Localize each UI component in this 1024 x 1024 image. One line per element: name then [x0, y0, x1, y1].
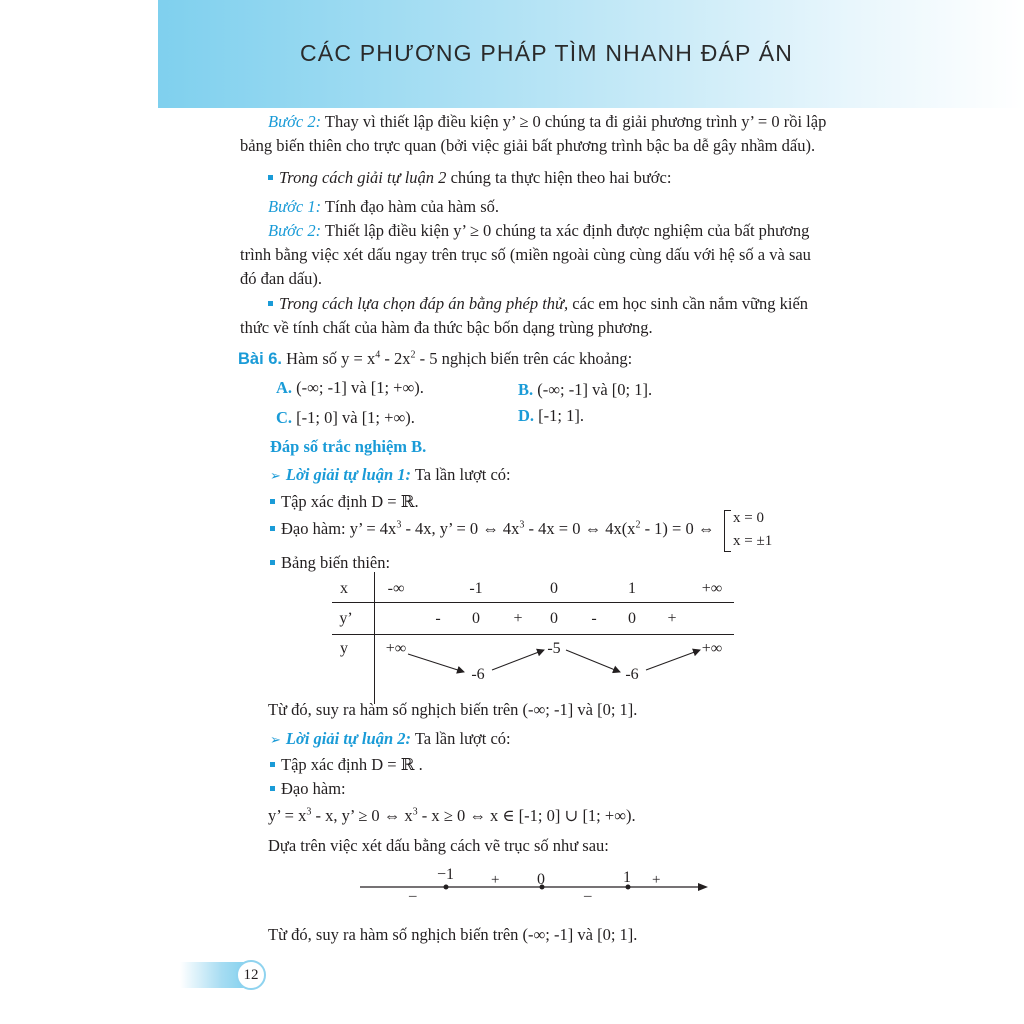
y-value: -6	[471, 666, 485, 683]
y-value: -6	[625, 666, 639, 683]
row-label-x: x	[340, 580, 348, 597]
step-label: Bước 2:	[268, 221, 322, 240]
m2-step2-line2: trình bằng việc xét dấu ngay trên trục số (miền ngoài cùng cùng dấu với hệ số a và sau	[240, 245, 811, 264]
answer: Đáp số trắc nghiệm B.	[270, 437, 427, 456]
m2-step2-line3: đó đan dấu).	[240, 269, 323, 288]
y-value: +∞	[701, 640, 723, 657]
method2-line: Trong cách giải tự luận 2 chúng ta thực hiện theo hai bước:	[268, 166, 671, 190]
sign-plus: +	[652, 872, 661, 888]
m2-step2-line1: Bước 2: Thiết lập điều kiện y’ ≥ 0 chúng ta xác định được nghiệm của bất phương	[268, 221, 810, 240]
x-value: -∞	[387, 580, 405, 597]
choice-d: D. [-1; 1].	[518, 406, 584, 425]
step-label: Bước 1:	[268, 197, 322, 216]
axis-label: 0	[537, 871, 545, 888]
yprime-sign: 0	[472, 610, 480, 627]
solution1-domain: Tập xác định D = ℝ.	[270, 490, 419, 514]
yprime-sign: +	[667, 610, 677, 627]
page-number: 12	[236, 960, 266, 990]
problem-label: Bài 6.	[238, 350, 283, 368]
row-label-yprime: y’	[339, 610, 353, 627]
intro-step2-line2: bảng biến thiên cho trực quan (bởi việc giải bất phương trình bậc ba dễ gây nhầm dấu).	[240, 136, 816, 155]
yprime-sign: +	[513, 610, 523, 627]
axis-label: 1	[623, 869, 631, 886]
x-value: +∞	[701, 580, 723, 597]
intro-step2-line1: Bước 2: Thay vì thiết lập điều kiện y’ ≥ 0 chúng ta đi giải phương trình y’ = 0 rồi lập	[268, 112, 827, 131]
sign-plus: +	[491, 872, 500, 888]
solution1-derivative: Đạo hàm: y’ = $4x^3 - 4x$, y’ = 0 ⇔ $4x^3 - 4x = 0$ ⇔ $4x(x^2 - 1) = 0$ ⇔	[270, 517, 714, 541]
solution2-deriv-label: Đạo hàm:	[270, 777, 346, 801]
m2-step1-line: Bước 1: Tính đạo hàm của hàm số.	[268, 197, 500, 216]
problem-statement: Bài 6. Hàm số $y = x^4 - 2x^2 - 5$ nghịch biến trên các khoảng:	[238, 349, 633, 368]
signline-label: Dựa trên việc xét dấu bằng cách vẽ trục số như sau:	[268, 836, 609, 855]
yprime-sign: -	[591, 610, 597, 627]
solution1-heading: ➢ Lời giải tự luận 1: Ta lần lượt có:	[270, 465, 511, 484]
yprime-sign: 0	[628, 610, 636, 627]
root-1: x = 0	[733, 510, 764, 526]
solution2-inequality: y’ = $x^3$ - x, y’ ≥ 0 ⇔ $x^3 - x \ge 0$ ⇔ x ∈ [-1; 0] ∪ [1; +∞).	[268, 806, 636, 825]
x-value: 0	[550, 580, 558, 597]
sign-minus: –	[409, 888, 417, 904]
x-value: -1	[469, 580, 483, 597]
y-value: +∞	[385, 640, 407, 657]
row-label-y: y	[340, 640, 348, 657]
trial-line1: Trong cách lựa chọn đáp án bằng phép thử, các em học sinh cần nắm vững kiến	[268, 292, 808, 316]
choice-c: C. [-1; 0] và [1; +∞).	[276, 408, 415, 427]
trial-line2: thức về tính chất của hàm đa thức bậc bốn dạng trùng phương.	[240, 318, 653, 337]
sign-minus: –	[584, 888, 592, 904]
yprime-sign: 0	[550, 610, 558, 627]
solution1-conclusion: Từ đó, suy ra hàm số nghịch biến trên (-∞; -1] và [0; 1].	[268, 700, 638, 719]
x-value: 1	[628, 580, 636, 597]
solution2-domain: Tập xác định D = ℝ .	[270, 753, 423, 777]
page-title: CÁC PHƯƠNG PHÁP TÌM NHANH ĐÁP ÁN	[300, 40, 794, 66]
solution2-conclusion: Từ đó, suy ra hàm số nghịch biến trên (-∞; -1] và [0; 1].	[268, 925, 638, 944]
step-label: Bước 2:	[268, 112, 322, 131]
choice-b: B. (-∞; -1] và [0; 1].	[518, 380, 653, 399]
yprime-sign: -	[435, 610, 441, 627]
axis-arrowhead	[698, 883, 708, 891]
arrow-bullet-icon: ➢	[270, 468, 281, 483]
arrow-bullet-icon: ➢	[270, 732, 281, 747]
solution2-heading: ➢ Lời giải tự luận 2: Ta lần lượt có:	[270, 729, 511, 748]
root-2: x = ±1	[733, 533, 773, 549]
axis-label: −1	[437, 866, 455, 883]
choice-a: A. (-∞; -1] và [1; +∞).	[276, 378, 424, 397]
table-label: Bảng biến thiên:	[270, 551, 390, 575]
y-value: -5	[547, 640, 561, 657]
